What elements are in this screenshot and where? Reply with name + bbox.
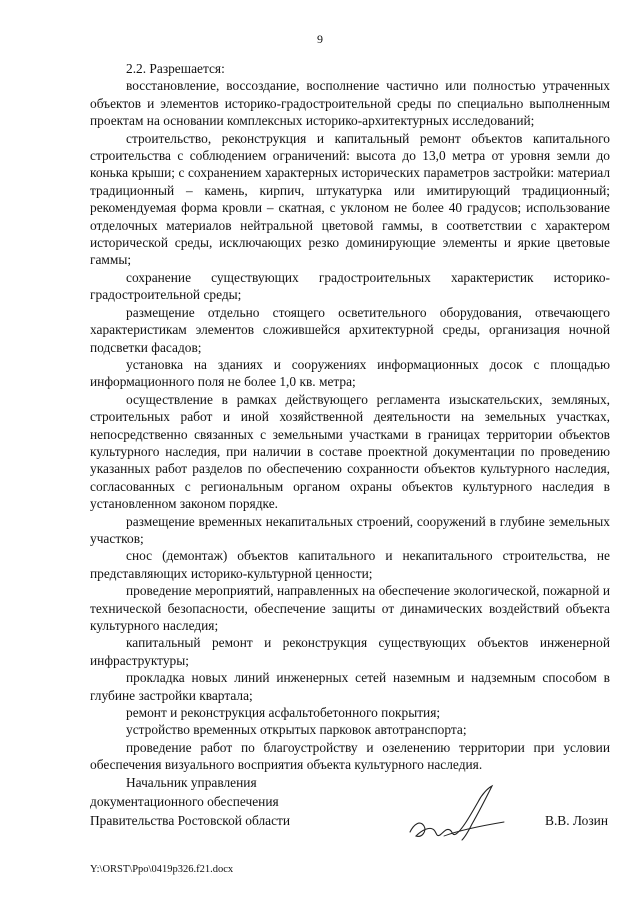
signatory-title-line: Правительства Ростовской области [90,813,291,828]
paragraph: осуществление в рамках действующего регламента изыскательских, земляных, строительных работ и иной хозяйственной деятельности на земельных участках, непосредственно связанных с земельными участками в границах территории объектов культурного наследия, при наличии в составе проектной документации по проведению указанных работ разделов по обеспечению сохранности объектов культурного наследия, согласованных с региональным органом охраны объектов культурного наследия в установленном законом порядке. [90,391,610,512]
handwritten-signature [400,780,510,850]
signatory-title-line: документационного обеспечения [90,794,279,809]
signatory-name: В.В. Лозин [545,813,608,828]
paragraph: размещение отдельно стоящего осветительного оборудования, отвечающего характеристикам элементов сложившейся архитектурной среды, организация ночной подсветки фасадов; [90,304,610,355]
paragraph: размещение временных некапитальных строений, сооружений в глубине земельных участков; [90,513,610,546]
signatory-title [90,773,290,830]
paragraph: проведение работ по благоустройству и озеленению территории при условии обеспечения визуального восприятия объекта культурного наследия. [90,739,610,773]
paragraph: устройство временных открытых парковок автотранспорта; [126,722,467,738]
document-body [90,60,610,774]
paragraph: проведение мероприятий, направленных на обеспечение экологической, пожарной и технической безопасности, обеспечение защиты от динамических воздействий объекта культурного наследия; [90,583,610,633]
file-path: Y:\ORST\Ppo\0419p326.f21.docx [90,864,234,875]
paragraph: снос (демонтаж) объектов капитального и некапитального строительства, не представляющих историко-культурной ценности; [90,548,610,581]
paragraph: восстановление, воссоздание, восполнение частично или полностью утраченных объектов и элементов историко-градостроительной среды по специально выполненным проектам на основании комплексных историко-архитектурных исследований; [90,78,610,129]
signatory-title-line: Начальник управления [126,775,257,790]
paragraph: ремонт и реконструкция асфальтобетонного покрытия; [126,705,441,721]
section-heading: 2.2. Разрешается: [126,61,225,76]
paragraph: капитальный ремонт и реконструкция существующих объектов инженерной инфраструктуры; [90,635,610,668]
paragraph: сохранение существующих градостроительных характеристик историко-градостроительной среды; [90,269,610,303]
page-number: 9 [317,32,323,46]
paragraph: строительство, реконструкция и капитальный ремонт объектов капитального строительства с соблюдением ограничений: высота до 13,0 метра от уровня земли до конька крыши; с сохранением характерных исторических параметров застройки: материал традиционный – камень, кирпич, штукатурка или имитирующий традиционный; рекомендуемая форма кровли – скатная, с уклоном не более 40 градусов; использование отделочных материалов нейтральной цветовой гаммы, в соответствии с характером исторической среды, исключающих резко доминирующие элементы и яркие цветовые гаммы; [90,130,610,268]
paragraph: установка на зданиях и сооружениях информационных досок с площадью информационного поля не более 1,0 кв. метра; [90,356,610,390]
paragraph: прокладка новых линий инженерных сетей наземным и надземным способом в глубине застройки квартала; [90,670,610,703]
